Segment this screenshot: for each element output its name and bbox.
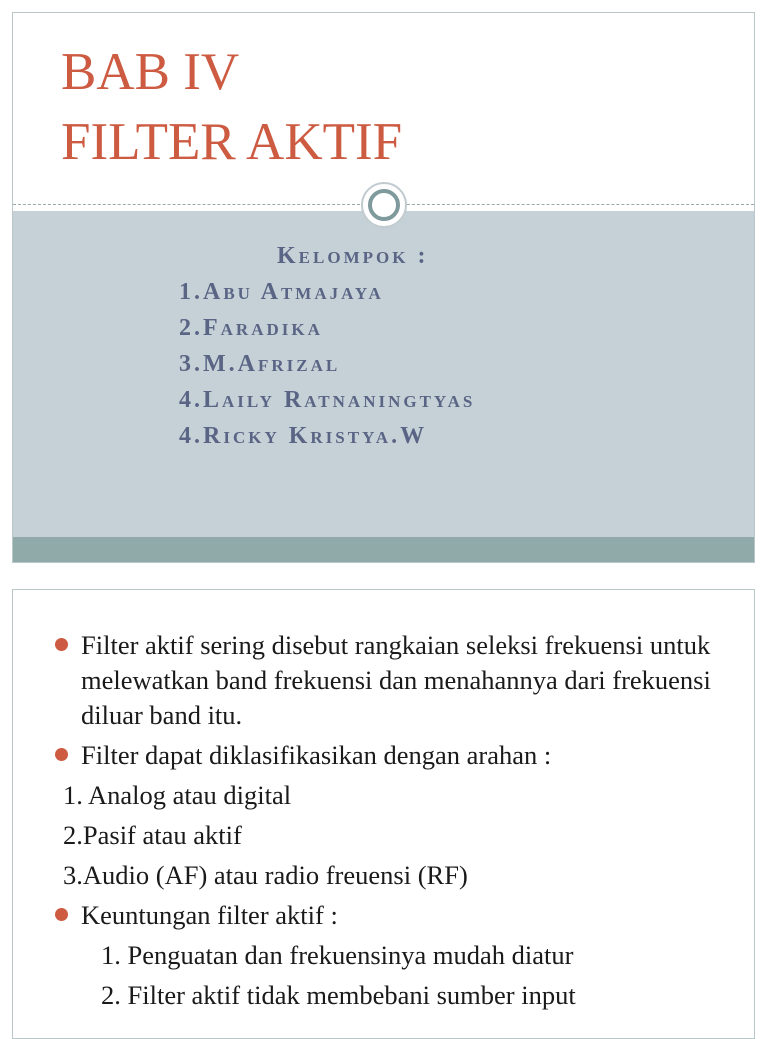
- title-line-1: BAB IV: [61, 43, 240, 101]
- classification-item: 2.Pasif atau aktif: [63, 820, 242, 850]
- bullet-text: Filter dapat diklasifikasikan dengan arahan :: [81, 740, 552, 770]
- bullet-item: [51, 738, 744, 773]
- bullet-item: [51, 898, 744, 933]
- member-item: 3.M.Afrizal: [179, 351, 341, 377]
- group-heading: Kelompok :: [277, 243, 429, 269]
- bullet-text: Keuntungan filter aktif :: [81, 900, 338, 930]
- bullet-dot-icon: [55, 638, 68, 651]
- bullet-item: [51, 628, 744, 733]
- bottom-accent-strip: [13, 537, 754, 563]
- member-item: 4.Laily Ratnaningtyas: [179, 387, 476, 413]
- advantage-item: 2. Filter aktif tidak membebani sumber input: [101, 980, 576, 1010]
- classification-item: 3.Audio (AF) atau radio freuensi (RF): [63, 860, 468, 890]
- content-slide: [12, 589, 755, 1039]
- member-item: 2.Faradika: [179, 315, 323, 341]
- member-item: 4.Ricky Kristya.W: [179, 423, 428, 449]
- classification-item: 1. Analog atau digital: [63, 780, 292, 810]
- ring-icon: [368, 189, 400, 221]
- bullet-dot-icon: [55, 908, 68, 921]
- advantage-item: 1. Penguatan dan frekuensinya mudah diatur: [101, 940, 574, 970]
- circle-ornament-icon: [361, 182, 407, 228]
- title-line-2: FILTER AKTIF: [61, 113, 403, 171]
- group-member-list: [13, 238, 754, 454]
- slide-title: [61, 37, 402, 177]
- member-item: 1.Abu Atmajaya: [179, 279, 384, 305]
- bullet-dot-icon: [55, 748, 68, 761]
- title-slide: [12, 12, 755, 563]
- slide-content: [51, 628, 744, 1018]
- bullet-text: Filter aktif sering disebut rangkaian seleksi frekuensi untuk melewatkan band frekuensi dan menahannya dari frekuensi diluar band itu.: [81, 630, 711, 730]
